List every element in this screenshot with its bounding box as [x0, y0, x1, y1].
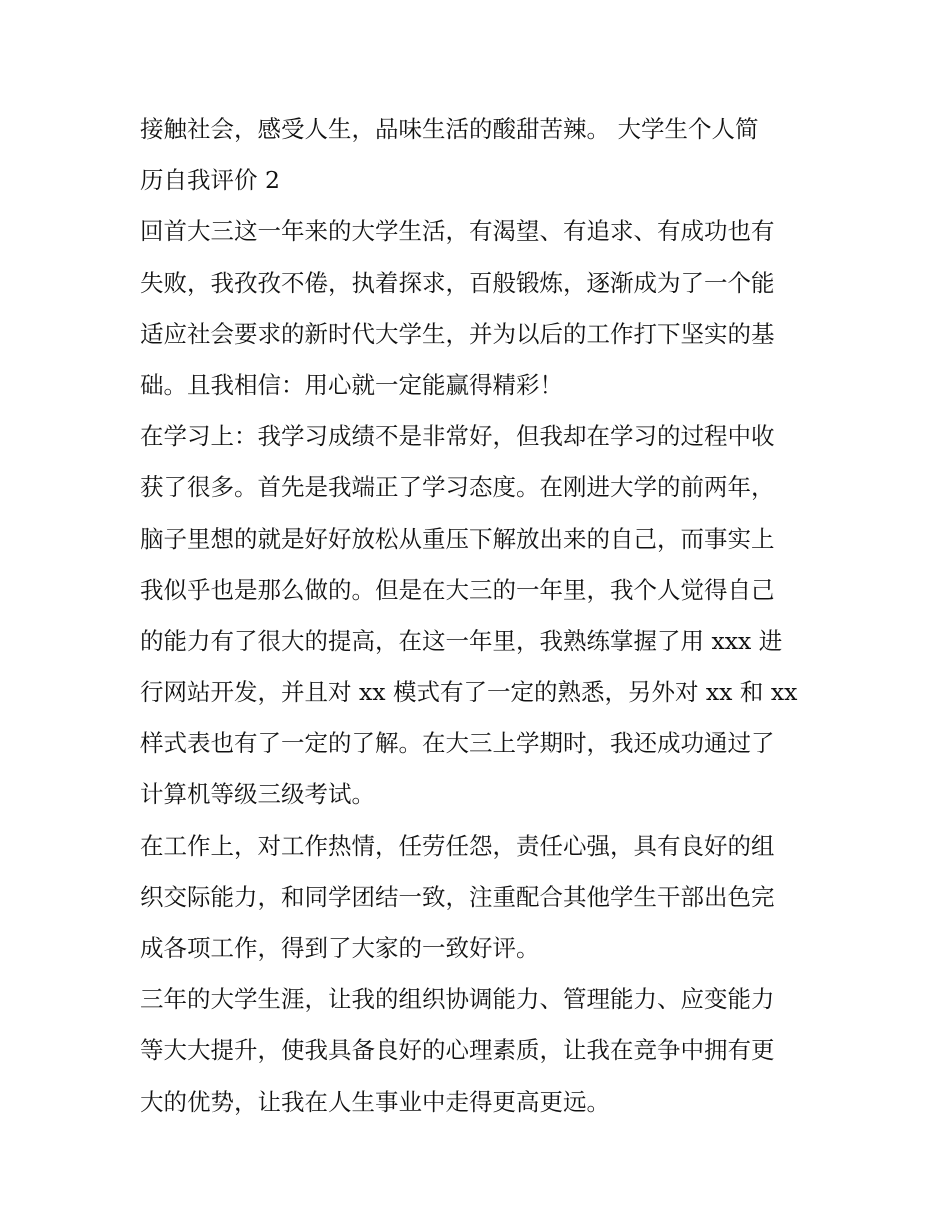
text-line: 在学习上：我学习成绩不是非常好，但我却在学习的过程中收: [140, 422, 775, 451]
text-line: 脑子里想的就是好好放松从重压下解放出来的自己，而事实上: [140, 524, 775, 553]
text-line: 适应社会要求的新时代大学生，并为以后的工作打下坚实的基: [140, 319, 775, 348]
text-line: 计算机等级三级考试。: [140, 780, 375, 809]
document-body: [140, 104, 820, 1128]
text-line: 三年的大学生涯，让我的组织协调能力、管理能力、应变能力: [140, 985, 775, 1014]
text-line: 等大大提升，使我具备良好的心理素质，让我在竞争中拥有更: [140, 1036, 775, 1065]
text-line: 行网站开发，并且对 xx 模式有了一定的熟悉，另外对 xx 和 xx: [140, 678, 798, 707]
text-line: 样式表也有了一定的了解。在大三上学期时，我还成功通过了: [140, 729, 775, 758]
text-line: 础。且我相信：用心就一定能赢得精彩！: [140, 370, 563, 399]
text-line: 大的优势，让我在人生事业中走得更高更远。: [140, 1087, 610, 1116]
text-line: 在工作上，对工作热情，任劳任怨，责任心强，具有良好的组: [140, 831, 775, 860]
text-line: 回首大三这一年来的大学生活，有渴望、有追求、有成功也有: [140, 217, 775, 246]
text-line: 我似乎也是那么做的。但是在大三的一年里，我个人觉得自己: [140, 575, 775, 604]
text-line: 失败，我孜孜不倦，执着探求，百般锻炼，逐渐成为了一个能: [140, 268, 775, 297]
text-line: 获了很多。首先是我端正了学习态度。在刚进大学的前两年，: [140, 473, 775, 502]
text-line: 织交际能力，和同学团结一致，注重配合其他学生干部出色完: [140, 882, 775, 911]
section-heading-line: 历自我评价 2: [140, 166, 280, 195]
text-line: 成各项工作，得到了大家的一致好评。: [140, 934, 540, 962]
text-line: 的能力有了很大的提高，在这一年里，我熟练掌握了用 xxx 进: [140, 626, 783, 655]
text-line: 接触社会，感受人生，品味生活的酸甜苦辣。 大学生个人简: [140, 115, 759, 143]
